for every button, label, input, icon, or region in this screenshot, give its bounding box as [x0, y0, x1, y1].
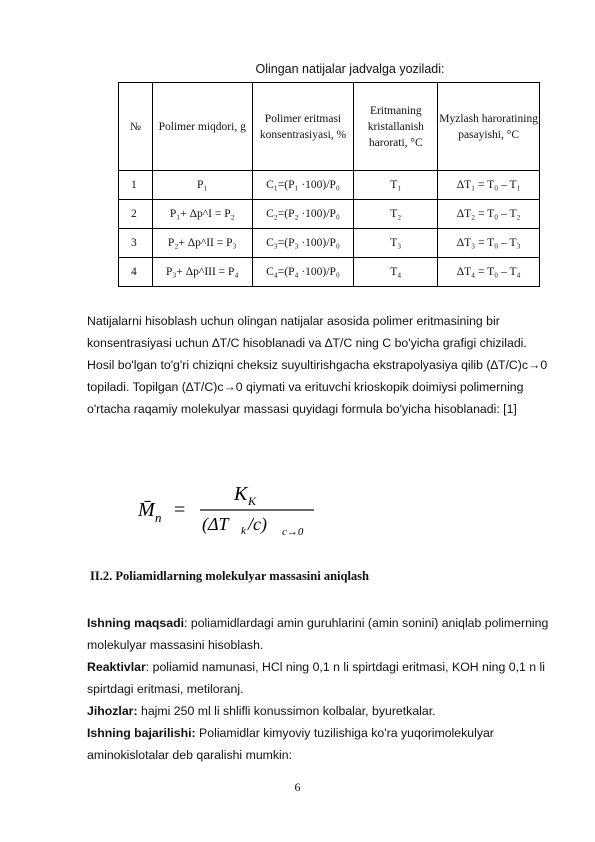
table-cell: C₃=(P₃ ·100)/P₀	[252, 229, 354, 258]
objective-line	[87, 612, 557, 656]
procedure-line	[87, 722, 557, 766]
table-cell: 4	[119, 258, 153, 287]
molecular-mass-formula	[138, 478, 318, 536]
table-cell: ΔT₂ = T₀ – T₂	[438, 200, 540, 229]
table-cell: 2	[119, 200, 153, 229]
table-cell: C₄=(P₄ ·100)/P₀	[252, 258, 354, 287]
formula-denominator: (ΔT	[202, 514, 229, 534]
work-description	[87, 612, 557, 766]
reagents-line	[87, 656, 557, 700]
table-cell: T₂	[354, 200, 438, 229]
equipment-text: hajmi 250 ml li shlifli konussimon kolbalar, byuretkalar.	[137, 704, 436, 718]
procedure-text: Poliamidlar kimyoviy tuzilishiga ko'ra yuqorimolekulyar aminokislotalar deb qaralishi mumkin:	[87, 726, 494, 762]
table-cell: 3	[119, 229, 153, 258]
formula-limit: c→0	[282, 526, 304, 536]
header-freezing-point-drop: Myzlash haroratining pasayishi, °C	[438, 83, 540, 171]
equipment-label: Jihozlar:	[87, 704, 138, 718]
table-cell: P₃+ Δp^III = P₄	[152, 258, 252, 287]
objective-text: : poliamidlardagi amin guruhlarini (amin sonini) aniqlab polimerning molekulyar massasini hisoblash.	[87, 616, 549, 652]
section-heading: II.2. Poliamidlarning molekulyar massasini aniqlash	[90, 569, 369, 583]
table-cell: T₃	[354, 229, 438, 258]
header-polymer-amount: Polimer miqdori, g	[152, 83, 252, 171]
table-cell: T₁	[354, 171, 438, 200]
table-row	[119, 171, 540, 200]
table-cell: ΔT₄ = T₀ – T₄	[438, 258, 540, 287]
table-row	[119, 258, 540, 287]
formula-lhs-sub: n	[155, 510, 162, 525]
header-solution-concentration: Polimer eritmasi konsentrasiyasi, %	[252, 83, 354, 171]
formula-numerator-sub: K	[248, 494, 257, 508]
table-row	[119, 229, 540, 258]
procedure-label: Ishning bajarilishi:	[87, 726, 196, 740]
table-row	[119, 200, 540, 229]
formula-denominator-sub: k	[241, 525, 246, 536]
table-cell: ΔT₁ = T₀ – T₁	[438, 171, 540, 200]
page-number: 6	[294, 780, 301, 794]
table-cell: P₂+ Δp^II = P₃	[152, 229, 252, 258]
table-cell: P₁	[152, 171, 252, 200]
svg-text:=: =	[174, 499, 186, 521]
table-caption: Olingan natijalar jadvalga yoziladi:	[255, 62, 445, 76]
formula-denominator-rest: /c)	[248, 514, 267, 534]
table-cell: C₁=(P₁ ·100)/P₀	[252, 171, 354, 200]
header-number: №	[119, 83, 153, 171]
table-cell: C₂=(P₂ ·100)/P₀	[252, 200, 354, 229]
reagents-text: : poliamid namunasi, HCl ning 0,1 n li spirtdagi eritmasi, KOH ning 0,1 n li spirtdagi eritmasi, metiloranj.	[87, 660, 545, 696]
reagents-label: Reaktivlar	[87, 660, 146, 674]
formula-numerator: K	[234, 483, 248, 505]
explanation-paragraph: Natijalarni hisoblash uchun olingan natijalar asosida polimer eritmasining bir konsentrasiyasi uchun ∆T/C hisoblanadi va ∆T/C ning C bo'yicha grafigi chiziladi. Hosil bo'lgan to'g'ri chiziqni cheksiz suyultirishgacha ekstrapolyasiya qilib (∆T/C)c→0 topiladi. Topilgan (∆T/C)c→0 qiymati va erituvchi krioskopik doimiysi polimerning o'rtacha raqamiy molekulyar massasi quyidagi formula bo'yicha hisoblanadi: [1]	[87, 314, 548, 416]
table-header-row	[119, 83, 540, 171]
table-cell: T₄	[354, 258, 438, 287]
formula-lhs: M̄	[138, 499, 155, 521]
objective-label: Ishning maqsadi	[87, 616, 185, 630]
header-crystallization-temp: Eritmaning kristallanish harorati, °C	[354, 83, 438, 171]
table-cell: P₁+ Δp^I = P₂	[152, 200, 252, 229]
results-table	[118, 82, 540, 287]
table-cell: 1	[119, 171, 153, 200]
equipment-line	[87, 700, 557, 722]
table-cell: ΔT₃ = T₀ – T₃	[438, 229, 540, 258]
